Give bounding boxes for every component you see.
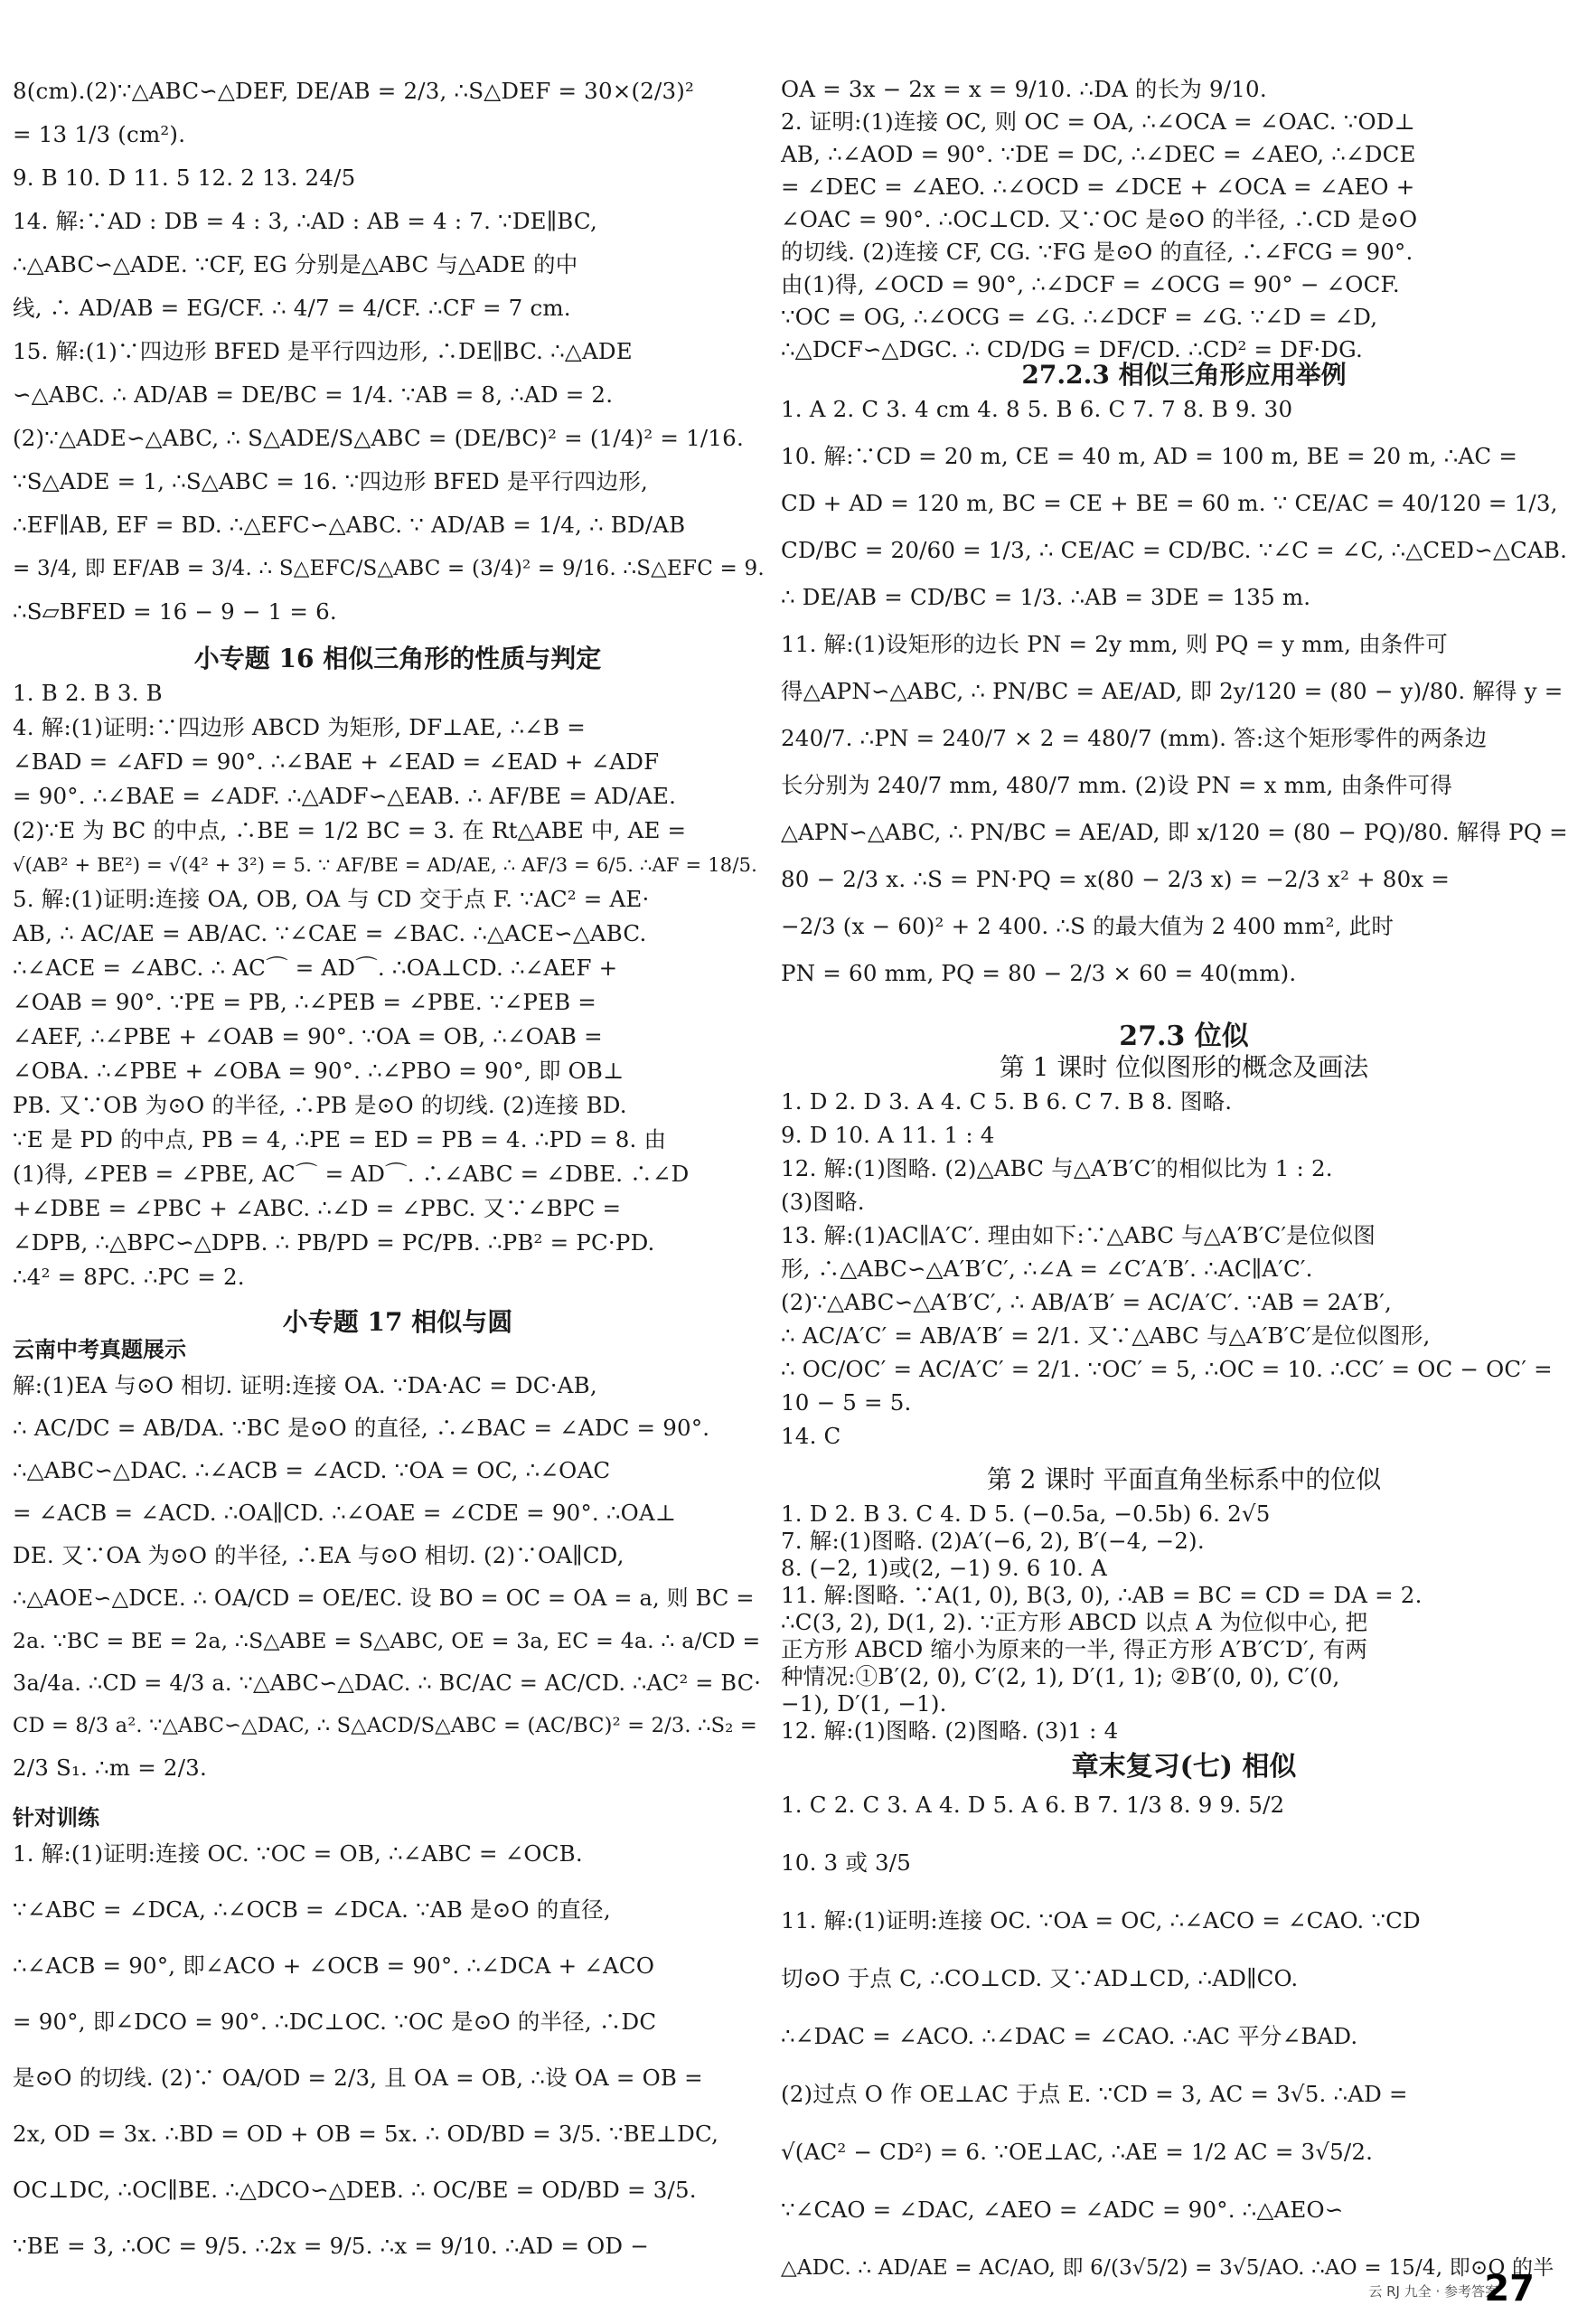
answer-line: 由(1)得, ∠OCD = 90°, ∴∠DCF = ∠OCG = 90° − ∠OCF. <box>781 271 1400 297</box>
answer-line: 11. 解:(1)证明:连接 OC. ∵OA = OC, ∴∠ACO = ∠CAO. ∵CD <box>781 1907 1421 1934</box>
answer-line: 7. 解:(1)图略. (2)A′(−6, 2), B′(−4, −2). <box>781 1528 1205 1554</box>
subheading-practice: 针对训练 <box>13 1805 99 1830</box>
answer-line: CD + AD = 120 m, BC = CE + BE = 60 m. ∵ CE/AC = 40/120 = 1/3, <box>781 490 1558 516</box>
answer-line: ∴△DCF∽△DGC. ∴ CD/DG = DF/CD. ∴CD² = DF·DG. <box>781 336 1364 362</box>
answer-line: ∵∠CAO = ∠DAC, ∠AEO = ∠ADC = 90°. ∴△AEO∽ <box>781 2197 1344 2223</box>
heading-27-3-lesson-1: 第 1 课时 位似图形的概念及画法 <box>999 1052 1369 1082</box>
answer-line: 240/7. ∴PN = 240/7 × 2 = 480/7 (mm). 答:这个矩形零件的两条边 <box>781 725 1488 751</box>
answer-line: 长分别为 240/7 mm, 480/7 mm. (2)设 PN = x mm, 由条件可得 <box>781 772 1453 798</box>
answer-line: PB. 又∵OB 为⊙O 的半径, ∴PB 是⊙O 的切线. (2)连接 BD. <box>13 1092 627 1118</box>
answer-line: 形, ∴△ABC∽△A′B′C′, ∴∠A = ∠C′A′B′. ∴AC∥A′C′. <box>781 1256 1313 1282</box>
answer-line: ∴∠ACE = ∠ABC. ∴ AC⌒ = AD⌒. ∴OA⊥CD. ∴∠AEF + <box>13 955 618 981</box>
answer-line: = 13 1/3 (cm²). <box>13 121 186 147</box>
answer-line: ∴EF∥AB, EF = BD. ∴△EFC∽△ABC. ∵ AD/AB = 1/4, ∴ BD/AB <box>13 512 686 538</box>
answer-line: ∴ AC/A′C′ = AB/A′B′ = 2/1. 又∵△ABC 与△A′B′C′是位似图形, <box>781 1322 1431 1349</box>
answer-line: 10. 解:∵CD = 20 m, CE = 40 m, AD = 100 m, BE = 20 m, ∴AC = <box>781 443 1518 469</box>
heading-27-2-3: 27.2.3 相似三角形应用举例 <box>1021 360 1347 390</box>
heading-27-3-lesson-2: 第 2 课时 平面直角坐标系中的位似 <box>986 1464 1382 1494</box>
answer-line: 12. 解:(1)图略. (2)△ABC 与△A′B′C′的相似比为 1 : 2. <box>781 1155 1333 1181</box>
answer-line: 的切线. (2)连接 CF, CG. ∵FG 是⊙O 的直径, ∴∠FCG = 90°. <box>781 239 1413 265</box>
answer-line: AB, ∴ AC/AE = AB/AC. ∵∠CAE = ∠BAC. ∴△ACE∽△ABC. <box>13 920 647 946</box>
answer-line: 正方形 ABCD 缩小为原来的一半, 得正方形 A′B′C′D′, 有两 <box>781 1636 1368 1662</box>
answer-line: (2)∵△ABC∽△A′B′C′, ∴ AB/A′B′ = AC/A′C′. ∵AB = 2A′B′, <box>781 1289 1392 1315</box>
answer-line: ∠AEF, ∴∠PBE + ∠OAB = 90°. ∵OA = OB, ∴∠OAB = <box>13 1023 603 1049</box>
answer-line: 10 − 5 = 5. <box>781 1389 912 1416</box>
answer-line: 1. B 2. B 3. B <box>13 680 163 706</box>
answer-line: (3)图略. <box>781 1189 865 1215</box>
answer-line: = 90°, 即∠DCO = 90°. ∴DC⊥OC. ∵OC 是⊙O 的半径, ∴DC <box>13 2009 657 2035</box>
answer-line: 5. 解:(1)证明:连接 OA, OB, OA 与 CD 交于点 F. ∵AC² = AE· <box>13 886 650 912</box>
answer-line: ∴∠DAC = ∠ACO. ∴∠DAC = ∠CAO. ∴AC 平分∠BAD. <box>781 2023 1358 2049</box>
answer-line: ∴∠ACB = 90°, 即∠ACO + ∠OCB = 90°. ∴∠DCA + ∠ACO <box>13 1952 655 1979</box>
answer-line: = 90°. ∴∠BAE = ∠ADF. ∴△ADF∽△EAB. ∴ AF/BE = AD/AE. <box>13 783 677 809</box>
answer-line: (1)得, ∠PEB = ∠PBE, AC⌒ = AD⌒. ∴∠ABC = ∠DBE. ∴∠D <box>13 1161 690 1187</box>
answer-line: 1. A 2. C 3. 4 cm 4. 8 5. B 6. C 7. 7 8. B 9. 30 <box>781 396 1293 422</box>
answer-line: 是⊙O 的切线. (2)∵ OA/OD = 2/3, 且 OA = OB, ∴设 OA = OB = <box>13 2065 703 2091</box>
answer-line: 切⊙O 于点 C, ∴CO⊥CD. 又∵AD⊥CD, ∴AD∥CO. <box>781 1965 1299 1991</box>
answer-line: = ∠ACB = ∠ACD. ∴OA∥CD. ∴∠OAE = ∠CDE = 90°. ∴OA⊥ <box>13 1500 677 1526</box>
answer-line: OC⊥DC, ∴OC∥BE. ∴△DCO∽△DEB. ∴ OC/BE = OD/BD = 3/5. <box>13 2177 697 2203</box>
heading-topic-16: 小专题 16 相似三角形的性质与判定 <box>193 644 602 673</box>
answer-line: 种情况:①B′(2, 0), C′(2, 1), D′(1, 1); ②B′(0, 0), C′(0, <box>781 1663 1340 1689</box>
answer-line: 9. D 10. A 11. 1 : 4 <box>781 1122 995 1148</box>
answer-line: 13. 解:(1)AC∥A′C′. 理由如下:∵△ABC 与△A′B′C′是位似图 <box>781 1222 1376 1248</box>
page-number: 27 <box>1484 2268 1535 2310</box>
answer-line: ∠OBA. ∴∠PBE + ∠OBA = 90°. ∴∠PBO = 90°, 即 OB⊥ <box>13 1058 624 1084</box>
answer-line: 解:(1)EA 与⊙O 相切. 证明:连接 OA. ∵DA·AC = DC·AB, <box>13 1372 597 1398</box>
answer-line: 12. 解:(1)图略. (2)图略. (3)1 : 4 <box>781 1717 1119 1744</box>
answer-line: ∴ OC/OC′ = AC/A′C′ = 2/1. ∵OC′ = 5, ∴OC = 10. ∴CC′ = OC − OC′ = <box>781 1356 1553 1382</box>
subheading-yunnan-exam: 云南中考真题展示 <box>13 1337 186 1362</box>
answer-line: ∴4² = 8PC. ∴PC = 2. <box>13 1264 245 1290</box>
left-column <box>0 0 777 2324</box>
answer-line: −2/3 (x − 60)² + 2 400. ∴S 的最大值为 2 400 mm², 此时 <box>781 913 1394 939</box>
answer-line: 4. 解:(1)证明:∵四边形 ABCD 为矩形, DF⊥AE, ∴∠B = <box>13 714 586 740</box>
answer-line: ∵OC = OG, ∴∠OCG = ∠G. ∴∠DCF = ∠G. ∵∠D = ∠D, <box>781 304 1378 330</box>
answer-line: ∴C(3, 2), D(1, 2). ∵正方形 ABCD 以点 A 为位似中心, 把 <box>781 1609 1368 1635</box>
answer-line: 80 − 2/3 x. ∴S = PN·PQ = x(80 − 2/3 x) = −2/3 x² + 80x = <box>781 866 1451 892</box>
answer-line: △APN∽△ABC, ∴ PN/BC = AE/AD, 即 x/120 = (80 − PQ)/80. 解得 PQ = <box>781 819 1568 845</box>
answer-line: DE. 又∵OA 为⊙O 的半径, ∴EA 与⊙O 相切. (2)∵OA∥CD, <box>13 1542 624 1568</box>
answer-line: ∴ AC/DC = AB/DA. ∵BC 是⊙O 的直径, ∴∠BAC = ∠ADC = 90°. <box>13 1415 710 1441</box>
answer-line: 3a/4a. ∴CD = 4/3 a. ∵△ABC∽△DAC. ∴ BC/AC = AC/CD. ∴AC² = BC· <box>13 1670 762 1696</box>
answer-line: 14. 解:∵AD : DB = 4 : 3, ∴AD : AB = 4 : 7. ∵DE∥BC, <box>13 208 597 234</box>
answer-line: ∴△ABC∽△DAC. ∴∠ACB = ∠ACD. ∵OA = OC, ∴∠OAC <box>13 1457 611 1483</box>
answer-line: 2/3 S₁. ∴m = 2/3. <box>13 1755 207 1781</box>
answer-line: ∴△ABC∽△ADE. ∵CF, EG 分别是△ABC 与△ADE 的中 <box>13 251 578 278</box>
heading-topic-17: 小专题 17 相似与圆 <box>282 1307 513 1337</box>
answer-line: ∠OAB = 90°. ∵PE = PB, ∴∠PEB = ∠PBE. ∵∠PEB = <box>13 989 597 1015</box>
answer-line: 11. 解:(1)设矩形的边长 PN = 2y mm, 则 PQ = y mm, 由条件可 <box>781 631 1448 657</box>
answer-line: 8(cm).(2)∵△ABC∽△DEF, DE/AB = 2/3, ∴S△DEF = 30×(2/3)² <box>13 78 695 104</box>
answer-line: ∴ DE/AB = CD/BC = 1/3. ∴AB = 3DE = 135 m. <box>781 584 1311 610</box>
answer-line: (2)过点 O 作 OE⊥AC 于点 E. ∵CD = 3, AC = 3√5. ∴AD = <box>781 2081 1408 2107</box>
answer-line: ∵S△ADE = 1, ∴S△ABC = 16. ∵四边形 BFED 是平行四边形, <box>13 468 649 494</box>
answer-line: 9. B 10. D 11. 5 12. 2 13. 24/5 <box>13 165 356 191</box>
right-column <box>777 0 1587 2324</box>
answer-line: CD/BC = 20/60 = 1/3, ∴ CE/AC = CD/BC. ∵∠C = ∠C, ∴△CED∽△CAB. <box>781 537 1568 563</box>
answer-line: 1. 解:(1)证明:连接 OC. ∵OC = OB, ∴∠ABC = ∠OCB. <box>13 1840 583 1867</box>
answer-line: √(AC² − CD²) = 6. ∵OE⊥AC, ∴AE = 1/2 AC = 3√5/2. <box>781 2139 1374 2165</box>
heading-chapter-review: 章末复习(七) 相似 <box>1071 1751 1297 1783</box>
answer-line: (2)∵E 为 BC 的中点, ∴BE = 1/2 BC = 3. 在 Rt△ABE 中, AE = <box>13 817 687 843</box>
answer-line: ∵BE = 3, ∴OC = 9/5. ∴2x = 9/5. ∴x = 9/10. ∴AD = OD − <box>13 2233 649 2259</box>
answer-line: 8. (−2, 1)或(2, −1) 9. 6 10. A <box>781 1555 1108 1581</box>
answer-line: ∠BAD = ∠AFD = 90°. ∴∠BAE + ∠EAD = ∠EAD + ∠ADF <box>13 748 660 775</box>
answer-line: 14. C <box>781 1423 841 1449</box>
answer-line: ∠OAC = 90°. ∴OC⊥CD. 又∵OC 是⊙O 的半径, ∴CD 是⊙O <box>781 206 1418 232</box>
answer-line: OA = 3x − 2x = x = 9/10. ∴DA 的长为 9/10. <box>781 76 1267 102</box>
answer-line: 线, ∴ AD/AB = EG/CF. ∴ 4/7 = 4/CF. ∴CF = 7 cm. <box>13 295 571 321</box>
answer-line: 1. C 2. C 3. A 4. D 5. A 6. B 7. 1/3 8. 9 9. 5/2 <box>781 1792 1285 1818</box>
answer-line: = ∠DEC = ∠AEO. ∴∠OCD = ∠DCE + ∠OCA = ∠AEO + <box>781 174 1415 200</box>
answer-line: PN = 60 mm, PQ = 80 − 2/3 × 60 = 40(mm). <box>781 960 1297 986</box>
heading-27-3: 27.3 位似 <box>1119 1021 1249 1052</box>
answer-line: 2a. ∵BC = BE = 2a, ∴S△ABE = S△ABC, OE = 3a, EC = 4a. ∴ a/CD = <box>13 1628 761 1653</box>
answer-line: ∠DPB, ∴△BPC∽△DPB. ∴ PB/PD = PC/PB. ∴PB² = PC·PD. <box>13 1229 655 1256</box>
answer-line: +∠DBE = ∠PBC + ∠ABC. ∴∠D = ∠PBC. 又∵∠BPC = <box>13 1195 622 1221</box>
answer-line: ∴△AOE∽△DCE. ∴ OA/CD = OE/EC. 设 BO = OC = OA = a, 则 BC = <box>13 1585 755 1611</box>
answer-line: 得△APN∽△ABC, ∴ PN/BC = AE/AD, 即 2y/120 = (80 − y)/80. 解得 y = <box>781 678 1564 704</box>
answer-line: ∵E 是 PD 的中点, PB = 4, ∴PE = ED = PB = 4. ∴PD = 8. 由 <box>13 1126 667 1153</box>
answer-line: √(AB² + BE²) = √(4² + 3²) = 5. ∵ AF/BE = AD/AE, ∴ AF/3 = 6/5. ∴AF = 18/5. <box>13 854 758 876</box>
answer-line: AB, ∴∠AOD = 90°. ∵DE = DC, ∴∠DEC = ∠AEO, ∴∠DCE <box>781 141 1416 167</box>
answer-line: (2)∵△ADE∽△ABC, ∴ S△ADE/S△ABC = (DE/BC)² = (1/4)² = 1/16. <box>13 425 744 451</box>
answer-line: ∴S▱BFED = 16 − 9 − 1 = 6. <box>13 598 337 625</box>
answer-line: −1), D′(1, −1). <box>781 1690 947 1717</box>
footer-label: 云 RJ 九全 · 参考答案 <box>1368 2283 1498 2300</box>
answer-line: 1. D 2. B 3. C 4. D 5. (−0.5a, −0.5b) 6. 2√5 <box>781 1501 1271 1527</box>
answer-line: 10. 3 或 3/5 <box>781 1849 912 1876</box>
answer-line: 1. D 2. D 3. A 4. C 5. B 6. C 7. B 8. 图略. <box>781 1088 1233 1115</box>
answer-line: ∽△ABC. ∴ AD/AB = DE/BC = 1/4. ∵AB = 8, ∴AD = 2. <box>13 381 614 408</box>
answer-line: = 3/4, 即 EF/AB = 3/4. ∴ S△EFC/S△ABC = (3/4)² = 9/16. ∴S△EFC = 9. <box>13 557 765 580</box>
answer-line: CD = 8/3 a². ∵△ABC∽△DAC, ∴ S△ACD/S△ABC = (AC/BC)² = 2/3. ∴S₂ = <box>13 1714 757 1737</box>
answer-line: 2. 证明:(1)连接 OC, 则 OC = OA, ∴∠OCA = ∠OAC. ∵OD⊥ <box>781 108 1415 135</box>
answer-line: 2x, OD = 3x. ∴BD = OD + OB = 5x. ∴ OD/BD = 3/5. ∵BE⊥DC, <box>13 2121 719 2147</box>
answer-line: ∵∠ABC = ∠DCA, ∴∠OCB = ∠DCA. ∵AB 是⊙O 的直径, <box>13 1896 611 1923</box>
answer-line: 11. 解:图略. ∵A(1, 0), B(3, 0), ∴AB = BC = CD = DA = 2. <box>781 1582 1423 1608</box>
answer-line: 15. 解:(1)∵四边形 BFED 是平行四边形, ∴DE∥BC. ∴△ADE <box>13 338 633 364</box>
answer-line: △ADC. ∴ AD/AE = AC/AO, 即 6/(3√5/2) = 3√5/AO. ∴AO = 15/4, 即⊙O 的半 <box>781 2256 1554 2280</box>
